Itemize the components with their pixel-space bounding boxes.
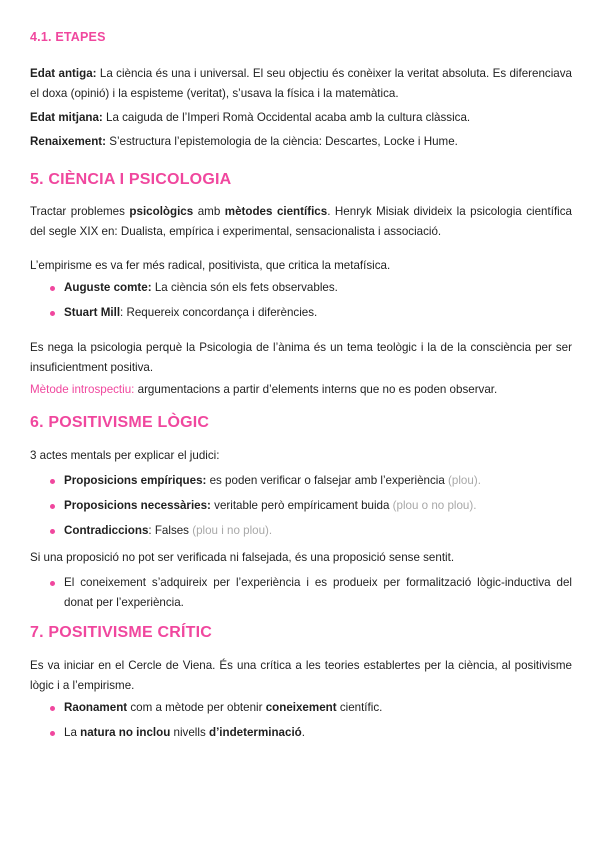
label-edat-mitjana: Edat mitjana:	[30, 111, 103, 124]
bullet-icon	[50, 581, 55, 586]
section-4-1-heading: 4.1. ETAPES	[30, 30, 106, 44]
label-contradiccions: Contradiccions	[64, 524, 149, 537]
text-empiriques: es poden verificar o falsejar amb l’experiència	[206, 474, 449, 487]
list-item-comte	[50, 278, 572, 298]
bold-coneixement: coneixement	[265, 701, 337, 714]
section-7-heading: 7. POSITIVISME CRÍTIC	[30, 624, 213, 641]
bold-indeterminacio: d’indeterminació	[208, 726, 302, 739]
text-edat-antiga: La ciència és una i universal. El seu objectiu és conèixer la veritat absoluta. Es diferenciava el doxa (opinió) i la espisteme (veritat), s’usava la física i la matemàtica.	[30, 67, 572, 100]
text-coneixement: El coneixement s’adquireix per l’experiència i es produeix per formalització lògic-inductiva del donat per l’experiència.	[64, 576, 572, 609]
paragraph-sense-sentit: Si una proposició no pot ser verificada ni falsejada, és una proposició sense sentit.	[30, 551, 455, 564]
note-contradiccions: (plou i no plou).	[192, 524, 273, 537]
paragraph-metode-introspectiu	[30, 380, 572, 400]
text-frag: La	[64, 726, 81, 739]
text-edat-mitjana: La caiguda de l’Imperi Romà Occidental acaba amb la cultura clàssica.	[102, 111, 471, 124]
bullet-icon	[50, 286, 55, 291]
bold-raonament: Raonament	[64, 701, 128, 714]
list-item-empiriques	[50, 471, 572, 491]
paragraph-empirisme: L’empirisme es va fer més radical, positivista, que critica la metafísica.	[30, 259, 391, 272]
text-contradiccions: : Falses	[148, 524, 193, 537]
paragraph-psicologia-cientifica	[30, 202, 572, 242]
list-item-natura	[50, 723, 572, 743]
text-frag: com a mètode per obtenir	[127, 701, 266, 714]
label-necessaries: Proposicions necessàries:	[64, 499, 211, 512]
text-frag: . Henryk Misiak divideix la psicologia científica del segle XIX en: Dualista, empírica i experimental, sensacionalista i associació.	[30, 205, 572, 238]
paragraph-nega-psicologia: Es nega la psicologia perquè la Psicologia de l’ànima és un tema teològic i la de la consciència per ser insuficientment positiva.	[30, 341, 572, 374]
text-frag: Tractar problemes	[30, 205, 130, 218]
section-5-heading: 5. CIÈNCIA I PSICOLOGIA	[30, 171, 232, 188]
bullet-icon	[50, 311, 55, 316]
text-comte: La ciència són els fets observables.	[151, 281, 338, 294]
text-necessaries: veritable però empíricament buida	[210, 499, 393, 512]
list-item-coneixement	[50, 573, 572, 613]
list-item-mill	[50, 303, 572, 323]
bullet-icon	[50, 479, 55, 484]
note-empiriques: (plou).	[448, 474, 481, 487]
text-introspectiu: argumentacions a partir d’elements interns que no es poden observar.	[134, 383, 498, 396]
text-frag: nivells	[170, 726, 209, 739]
text-renaixement: S’estructura l’epistemologia de la ciència: Descartes, Locke i Hume.	[106, 135, 458, 148]
bold-metodes-cientifics: mètodes científics	[224, 205, 328, 218]
label-mill: Stuart Mill	[64, 306, 121, 319]
label-introspectiu: Mètode introspectiu:	[30, 383, 135, 396]
text-mill: : Requereix concordança i diferències.	[120, 306, 318, 319]
paragraph-actes-mentals: 3 actes mentals per explicar el judici:	[30, 449, 220, 462]
bold-psicologics: psicològics	[129, 205, 194, 218]
paragraph-renaixement	[30, 132, 572, 152]
label-renaixement: Renaixement:	[30, 135, 107, 148]
bullet-icon	[50, 529, 55, 534]
bullet-icon	[50, 731, 55, 736]
list-item-necessaries	[50, 496, 572, 516]
label-edat-antiga: Edat antiga:	[30, 67, 97, 80]
section-6-heading: 6. POSITIVISME LÒGIC	[30, 414, 210, 431]
note-necessaries: (plou o no plou).	[392, 499, 477, 512]
paragraph-edat-mitjana	[30, 108, 572, 128]
label-empiriques: Proposicions empíriques:	[64, 474, 207, 487]
text-frag: amb	[193, 205, 225, 218]
bullet-icon	[50, 706, 55, 711]
bold-natura: natura no inclou	[80, 726, 171, 739]
paragraph-edat-antiga	[30, 64, 572, 104]
paragraph-cercle-viena: Es va iniciar en el Cercle de Viena. És una crítica a les teories establertes per la ciència, al positivisme lògic i a l’empirisme.	[30, 659, 572, 692]
bullet-icon	[50, 504, 55, 509]
text-frag: científic.	[336, 701, 383, 714]
label-comte: Auguste comte:	[64, 281, 152, 294]
text-frag: .	[301, 726, 305, 739]
list-item-contradiccions	[50, 521, 572, 541]
list-item-raonament	[50, 698, 572, 718]
